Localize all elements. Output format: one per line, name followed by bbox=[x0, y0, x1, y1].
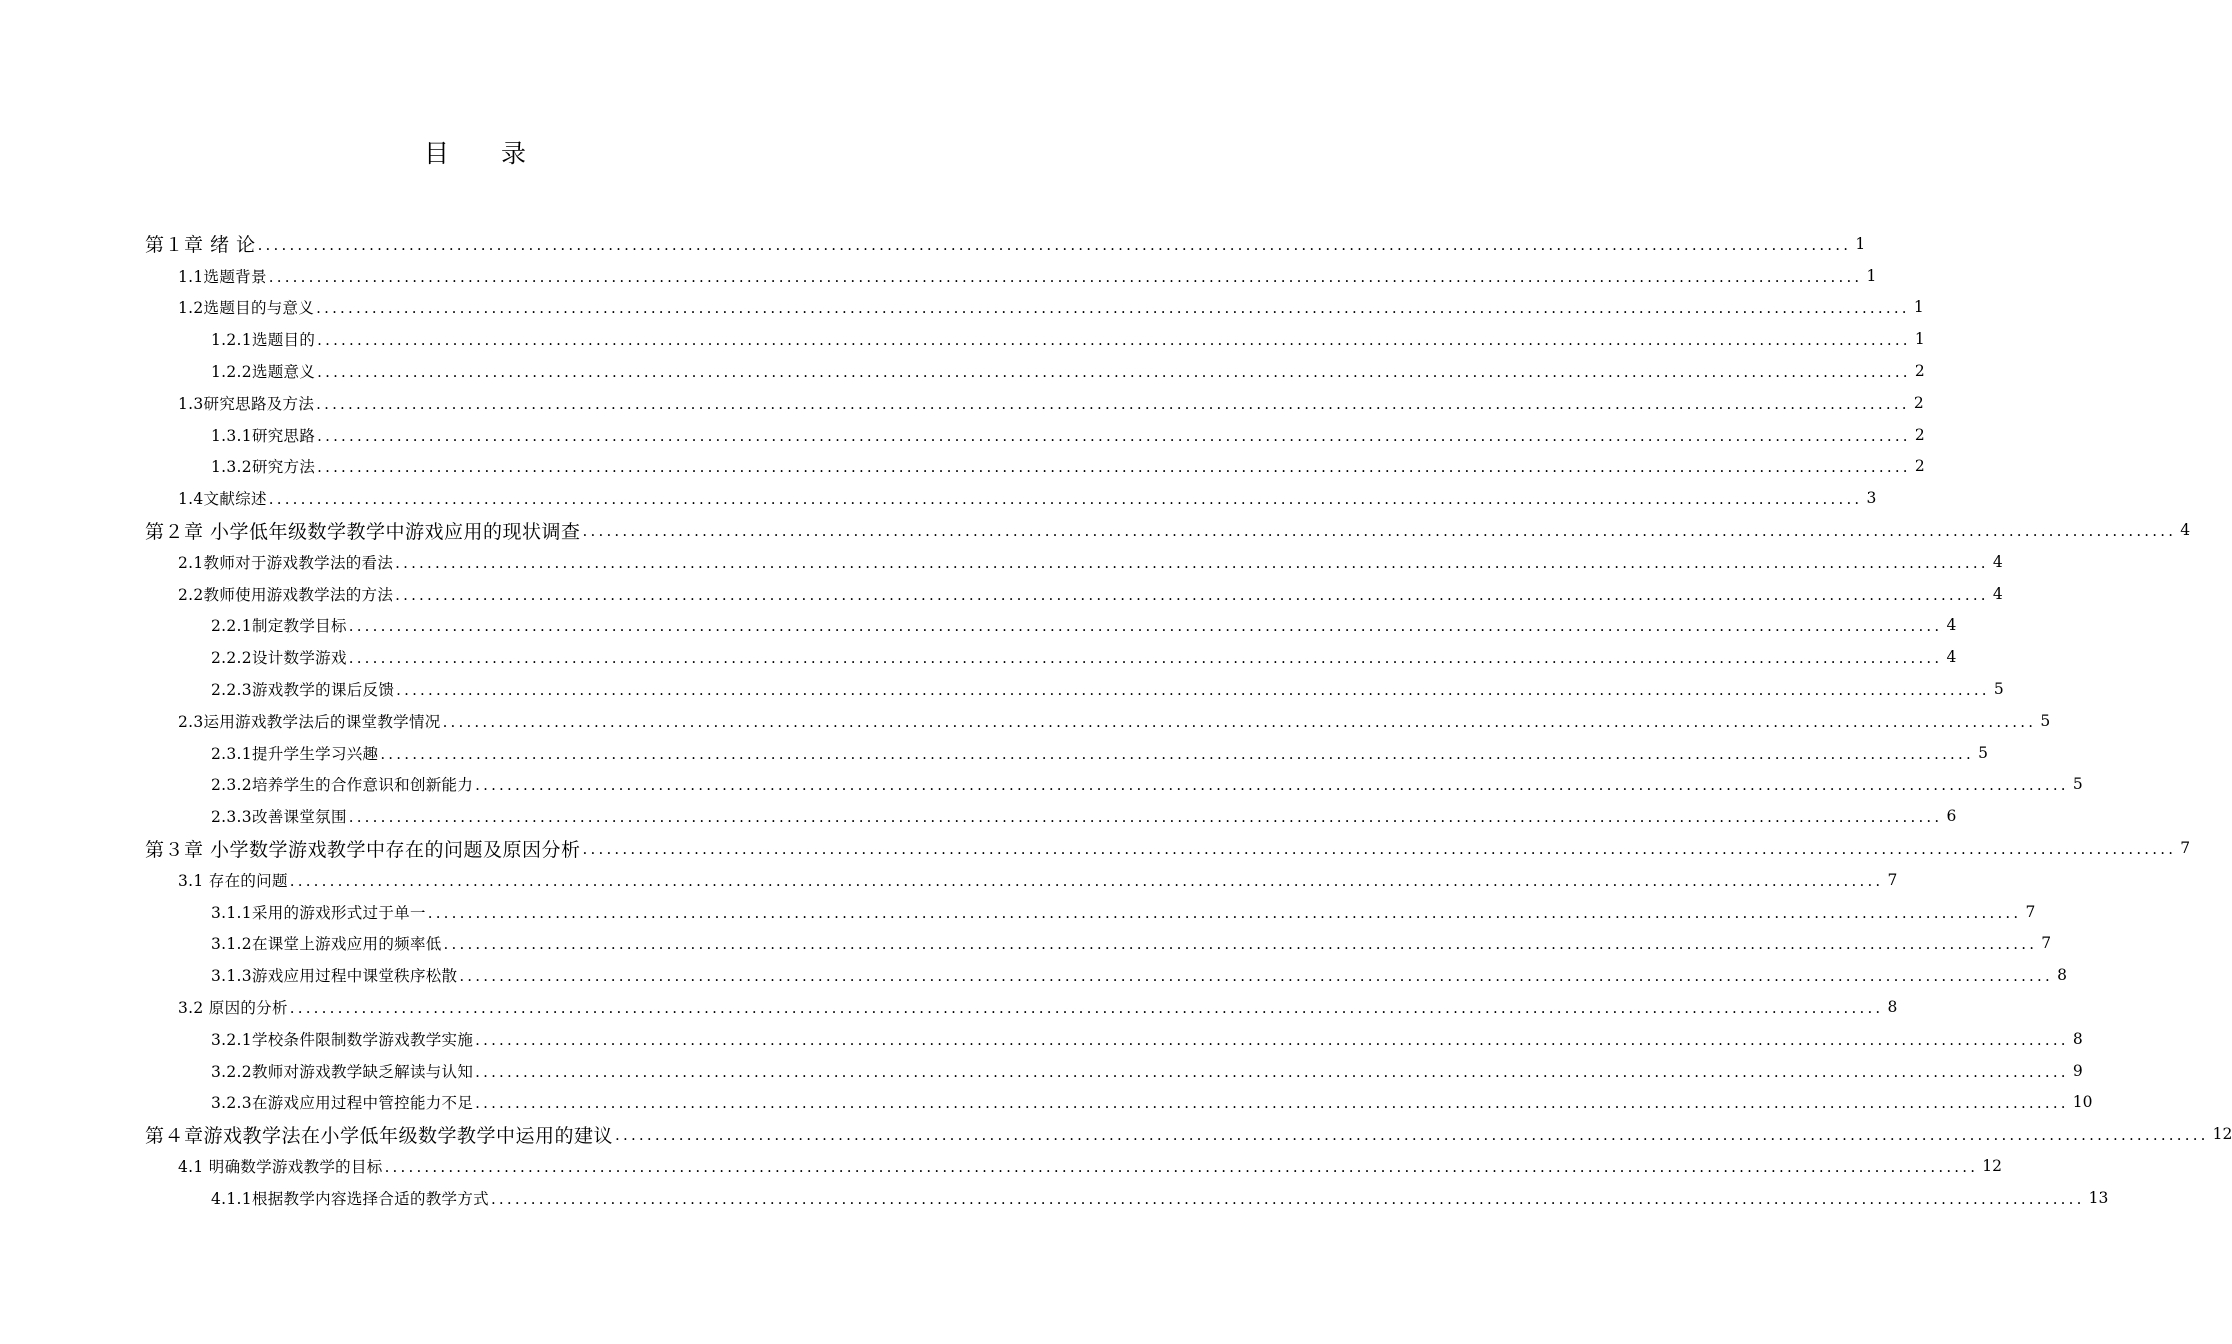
toc-section-entry[interactable] bbox=[211, 1087, 2093, 1119]
toc-page-number: 2 bbox=[1913, 393, 1924, 412]
dot-leader: ........................................................................................................................................................................................................ bbox=[348, 649, 1943, 668]
dot-leader: ........................................................................................................................................................................................................ bbox=[348, 808, 1943, 827]
toc-entry-title: 2.3.3改善课堂氛围 bbox=[211, 808, 347, 827]
toc-entry-title: 1.3研究思路及方法 bbox=[178, 394, 315, 413]
toc-section-entry[interactable] bbox=[211, 673, 2004, 705]
toc-section-entry[interactable] bbox=[211, 1023, 2083, 1055]
toc-page-number: 2 bbox=[1914, 425, 1925, 444]
toc-section-entry[interactable] bbox=[211, 1055, 2083, 1087]
toc-section-entry[interactable] bbox=[211, 800, 1957, 832]
toc-entry-title: 2.3运用游戏教学法后的课堂教学情况 bbox=[178, 712, 441, 731]
toc-page-number: 7 bbox=[2180, 839, 2191, 858]
toc-entry-title: 3.1 存在的问题 bbox=[178, 871, 288, 890]
dot-leader: ........................................................................................................................................................................................................ bbox=[475, 1062, 2069, 1081]
toc-entry-title: 3.1.3游戏应用过程中课堂秩序松散 bbox=[211, 967, 458, 986]
toc-entry-title: 1.3.2研究方法 bbox=[211, 458, 316, 477]
dot-leader: ........................................................................................................................................................................................................ bbox=[490, 1189, 2085, 1208]
toc-section-entry[interactable] bbox=[178, 260, 1877, 292]
dot-leader: ........................................................................................................................................................................................................ bbox=[475, 776, 2069, 795]
toc-entry-title: 3.1.2在课堂上游戏应用的频率低 bbox=[211, 935, 442, 954]
toc-section-entry[interactable] bbox=[211, 610, 1957, 642]
toc-entry-title: 2.1教师对于游戏教学法的看法 bbox=[178, 553, 394, 572]
dot-leader: ........................................................................................................................................................................................................ bbox=[384, 1158, 1979, 1176]
toc-section-entry[interactable] bbox=[178, 292, 1924, 324]
toc-page-number: 9 bbox=[2072, 1061, 2083, 1080]
dot-leader: ........................................................................................................................................................................................................ bbox=[395, 585, 1989, 604]
table-of-contents bbox=[0, 228, 2232, 1214]
toc-page-number: 4 bbox=[1992, 552, 2003, 571]
toc-entry-title: 2.2.3游戏教学的课后反馈 bbox=[211, 681, 395, 700]
dot-leader: ........................................................................................................................................................................................................ bbox=[317, 426, 1911, 445]
toc-chapter-entry[interactable] bbox=[145, 228, 1866, 260]
toc-page-number: 12 bbox=[1982, 1157, 2002, 1175]
toc-chapter-entry[interactable] bbox=[145, 832, 2191, 864]
toc-entry-title: 3.2.1学校条件限制数学游戏教学实施 bbox=[211, 1030, 474, 1049]
toc-chapter-entry[interactable] bbox=[145, 514, 2191, 546]
toc-entry-title: 2.3.1提升学生学习兴趣 bbox=[211, 744, 379, 763]
toc-entry-title: 第３章 小学数学游戏教学中存在的问题及原因分析 bbox=[145, 838, 581, 861]
dot-leader: ........................................................................................................................................................................................................ bbox=[348, 617, 1943, 636]
dot-leader: ........................................................................................................................................................................................................ bbox=[582, 522, 2177, 541]
toc-section-entry[interactable] bbox=[178, 387, 1924, 419]
toc-section-entry[interactable] bbox=[178, 578, 2003, 610]
toc-section-entry[interactable] bbox=[211, 355, 1925, 387]
toc-entry-title: 2.2.1制定教学目标 bbox=[211, 617, 347, 636]
toc-section-entry[interactable] bbox=[211, 323, 1925, 355]
toc-page-number: 7 bbox=[2041, 934, 2052, 953]
toc-entry-title: 4.1.1根据教学内容选择合适的教学方式 bbox=[211, 1189, 489, 1208]
toc-page-number: 1 bbox=[1855, 234, 1866, 253]
dot-leader: ........................................................................................................................................................................................................ bbox=[396, 681, 1990, 700]
dot-leader: ........................................................................................................................................................................................................ bbox=[443, 935, 2038, 954]
dot-leader: ........................................................................................................................................................................................................ bbox=[395, 553, 1989, 572]
dot-leader: ........................................................................................................................................................................................................ bbox=[380, 744, 1974, 763]
dot-leader: ........................................................................................................................................................................................................ bbox=[268, 490, 1863, 509]
toc-page-number: 5 bbox=[1993, 680, 2004, 699]
toc-section-entry[interactable] bbox=[178, 1150, 2002, 1182]
dot-leader: ........................................................................................................................................................................................................ bbox=[317, 363, 1911, 382]
toc-entry-title: 3.2.3在游戏应用过程中管控能力不足 bbox=[211, 1094, 474, 1113]
toc-entry-title: 2.2教师使用游戏教学法的方法 bbox=[178, 585, 394, 604]
toc-page-number: 1 bbox=[1914, 330, 1925, 349]
toc-section-entry[interactable] bbox=[178, 482, 1877, 514]
toc-entry-title: 2.3.2培养学生的合作意识和创新能力 bbox=[211, 776, 474, 795]
dot-leader: ........................................................................................................................................................................................................ bbox=[427, 903, 2022, 922]
toc-page-number: 4 bbox=[1946, 616, 1957, 635]
toc-section-entry[interactable] bbox=[178, 546, 2003, 578]
toc-entry-title: 1.2选题目的与意义 bbox=[178, 299, 315, 318]
toc-entry-title: 3.1.1采用的游戏形式过于单一 bbox=[211, 903, 426, 922]
toc-entry-title: 1.4文献综述 bbox=[178, 490, 267, 509]
toc-page-number: 7 bbox=[2025, 902, 2036, 921]
toc-page-number: 4 bbox=[1946, 648, 1957, 667]
toc-page-number: 8 bbox=[2057, 966, 2067, 985]
dot-leader: ........................................................................................................................................................................................................ bbox=[582, 840, 2177, 859]
dot-leader: ........................................................................................................................................................................................................ bbox=[615, 1126, 2209, 1145]
toc-entry-title: 1.1选题背景 bbox=[178, 267, 267, 286]
toc-page-number: 5 bbox=[2040, 711, 2051, 730]
toc-section-entry[interactable] bbox=[211, 959, 2067, 991]
toc-entry-title: 1.3.1研究思路 bbox=[211, 426, 316, 445]
toc-page-number: 4 bbox=[2180, 521, 2191, 540]
toc-section-entry[interactable] bbox=[211, 896, 2036, 928]
toc-page-number: 8 bbox=[2072, 1029, 2083, 1048]
toc-page-number: 5 bbox=[1978, 743, 1988, 762]
toc-page-number: 8 bbox=[1887, 998, 1898, 1017]
toc-entry-title: 第４章游戏教学法在小学低年级数学教学中运用的建议 bbox=[145, 1124, 614, 1147]
toc-section-entry[interactable] bbox=[211, 928, 2052, 960]
toc-entry-title: 第２章 小学低年级数学教学中游戏应用的现状调查 bbox=[145, 520, 581, 543]
dot-leader: ........................................................................................................................................................................................................ bbox=[257, 235, 1852, 254]
toc-page-number: 10 bbox=[2072, 1093, 2093, 1112]
toc-page-number: 6 bbox=[1946, 807, 1957, 826]
dot-leader: ........................................................................................................................................................................................................ bbox=[289, 871, 1884, 890]
toc-page-number: 12 bbox=[2212, 1125, 2232, 1144]
dot-leader: ........................................................................................................................................................................................................ bbox=[475, 1094, 2069, 1113]
toc-entry-title: 3.2.2教师对游戏教学缺乏解读与认知 bbox=[211, 1062, 474, 1081]
toc-page-number: 1 bbox=[1913, 298, 1924, 317]
toc-entry-title: 第１章 绪 论 bbox=[145, 234, 256, 257]
toc-section-entry[interactable] bbox=[178, 864, 1898, 896]
dot-leader: ........................................................................................................................................................................................................ bbox=[289, 999, 1884, 1018]
dot-leader: ........................................................................................................................................................................................................ bbox=[442, 712, 2037, 731]
toc-entry-title: 2.2.2设计数学游戏 bbox=[211, 649, 347, 668]
toc-section-entry[interactable] bbox=[211, 1182, 2109, 1214]
dot-leader: ........................................................................................................................................................................................................ bbox=[475, 1030, 2069, 1049]
toc-section-entry[interactable] bbox=[211, 737, 1988, 769]
toc-entry-title: 3.2 原因的分析 bbox=[178, 999, 288, 1018]
dot-leader: ........................................................................................................................................................................................................ bbox=[268, 267, 1863, 286]
toc-page-number: 5 bbox=[2072, 775, 2083, 794]
toc-entry-title: 4.1 明确数学游戏教学的目标 bbox=[178, 1158, 383, 1176]
toc-page-number: 4 bbox=[1992, 584, 2003, 603]
dot-leader: ........................................................................................................................................................................................................ bbox=[317, 331, 1911, 350]
dot-leader: ........................................................................................................................................................................................................ bbox=[459, 967, 2053, 986]
toc-entry-title: 1.2.2选题意义 bbox=[211, 363, 316, 382]
toc-page-number: 2 bbox=[1914, 362, 1925, 381]
toc-page-number: 2 bbox=[1914, 457, 1925, 476]
toc-section-entry[interactable] bbox=[211, 451, 1925, 483]
toc-chapter-entry[interactable] bbox=[145, 1118, 2232, 1150]
dot-leader: ........................................................................................................................................................................................................ bbox=[316, 394, 1910, 413]
toc-section-entry[interactable] bbox=[211, 641, 1957, 673]
toc-section-entry[interactable] bbox=[178, 991, 1898, 1023]
dot-leader: ........................................................................................................................................................................................................ bbox=[317, 458, 1911, 477]
toc-entry-title: 1.2.1选题目的 bbox=[211, 331, 316, 350]
toc-page-number: 13 bbox=[2088, 1188, 2109, 1207]
toc-page-number: 3 bbox=[1866, 489, 1877, 508]
dot-leader: ........................................................................................................................................................................................................ bbox=[316, 299, 1910, 318]
toc-section-entry[interactable] bbox=[178, 705, 2051, 737]
toc-section-entry[interactable] bbox=[211, 769, 2083, 801]
toc-page-number: 1 bbox=[1866, 266, 1877, 285]
toc-page-number: 7 bbox=[1887, 870, 1898, 889]
toc-section-entry[interactable] bbox=[211, 419, 1925, 451]
page-title: 目 录 bbox=[424, 139, 548, 168]
